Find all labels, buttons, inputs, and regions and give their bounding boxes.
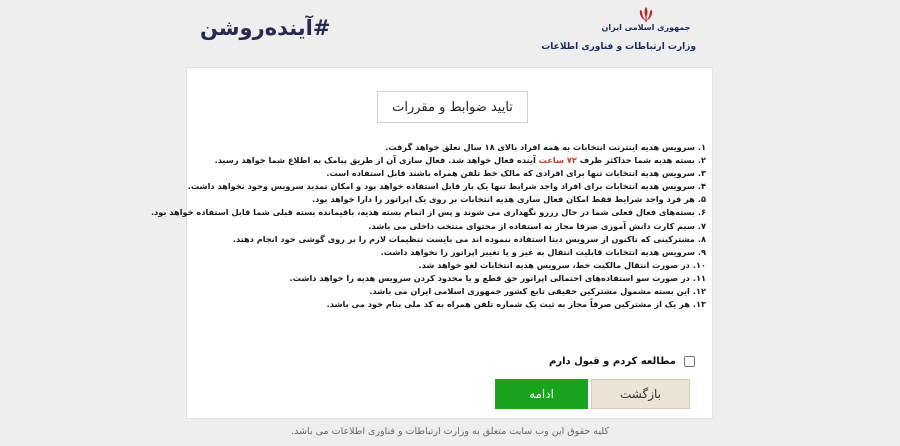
ministry-logo[interactable] <box>541 6 696 60</box>
terms-item: ۸.مشترکینی که تاکنون از سرویس دیتا استفاده ننموده اند می بایست تنظیمات لازم را بر روی گوشی خود انجام دهند. <box>232 233 706 244</box>
terms-item: ۱۱.در صورت سو استفاده‌های احتمالی اپراتور حق قطع و یا محدود کردن سرویس هدیه را خواهد داشت. <box>289 272 706 283</box>
terms-item: ۷.سیم کارت دانش آموزی صرفا مجاز به استفاده از محتوای منتخب داخلی می باشد. <box>368 220 706 231</box>
terms-item: ۳.سرویس هدیه انتخابات تنها برای افرادی که مالک خط تلفن همراه باشند قابل استفاده است. <box>326 168 706 179</box>
terms-card <box>150 67 713 419</box>
back-button[interactable]: بازگشت <box>591 379 690 409</box>
terms-item: ۴.سرویس هدیه انتخابات برای افراد واجد شرایط تنها یک بار قابل استفاده خواهد بود و امکان تمدید سرویس وجود نخواهد داشت. <box>187 181 706 192</box>
terms-item: ۲.بسته هدیه شما حداکثر ظرف ۷۲ ساعت آینده فعال خواهد شد. فعال سازی آن از طریق پیامک به اطلاع شما خواهد رسید. <box>214 155 706 166</box>
accept-terms-row[interactable] <box>547 353 695 369</box>
ministry-name-label: وزارت ارتباطات و فناوری اطلاعات <box>541 42 696 52</box>
continue-button[interactable]: ادامه <box>495 379 588 409</box>
terms-item: ۶.بسته‌های فعال فعلی شما در حال رزرو نگهداری می شوند و پس از اتمام بسته هدیه، باقیمانده بسته قبلی شما قابل استفاده خواهد بود. <box>150 207 706 218</box>
highlight-text: ۷۲ ساعت <box>538 155 577 166</box>
terms-item: ۱۲.این بسته مشمول مشترکین حقیقی تابع کشور جمهوری اسلامی ایران می باشد. <box>369 286 706 297</box>
accept-terms-checkbox[interactable] <box>684 356 695 367</box>
ministry-country-label: جمهوری اسلامی ایران <box>601 23 691 32</box>
footer-copyright: کلیه حقوق این وب سایت متعلق به وزارت ارتباطات و فناوری اطلاعات می باشد. <box>291 426 609 437</box>
page-title: تایید ضوابط و مقررات <box>377 91 528 123</box>
campaign-hashtag-logo: #آینده‌روشن <box>200 16 331 40</box>
terms-item: ۱۰.در صورت انتقال مالکیت خط، سرویس هدیه انتخابات لغو خواهد شد. <box>418 259 706 270</box>
accept-terms-label[interactable]: مطالعه کردم و قبول دارم <box>548 355 676 367</box>
terms-item: ۱۳.هر یک از مشترکین صرفاً مجاز به ثبت یک شماره تلفن همراه به کد ملی بنام خود می باشد. <box>326 299 706 310</box>
terms-list <box>150 141 706 311</box>
iran-emblem-icon <box>636 6 656 24</box>
header <box>0 0 900 66</box>
terms-item: ۵.هر فرد واجد شرایط فقط امکان فعال سازی هدیه انتخابات بر روی یک اپراتور را دارا خواهد بود. <box>311 194 706 205</box>
terms-item: ۹.سرویس هدیه انتخابات قابلیت انتقال به غیر و یا تغییر اپراتور را نخواهد داشت. <box>380 246 706 257</box>
terms-item: ۱.سرویس هدیه اینترنت انتخابات به همه افراد بالای ۱۸ سال تعلق خواهد گرفت. <box>385 142 706 152</box>
